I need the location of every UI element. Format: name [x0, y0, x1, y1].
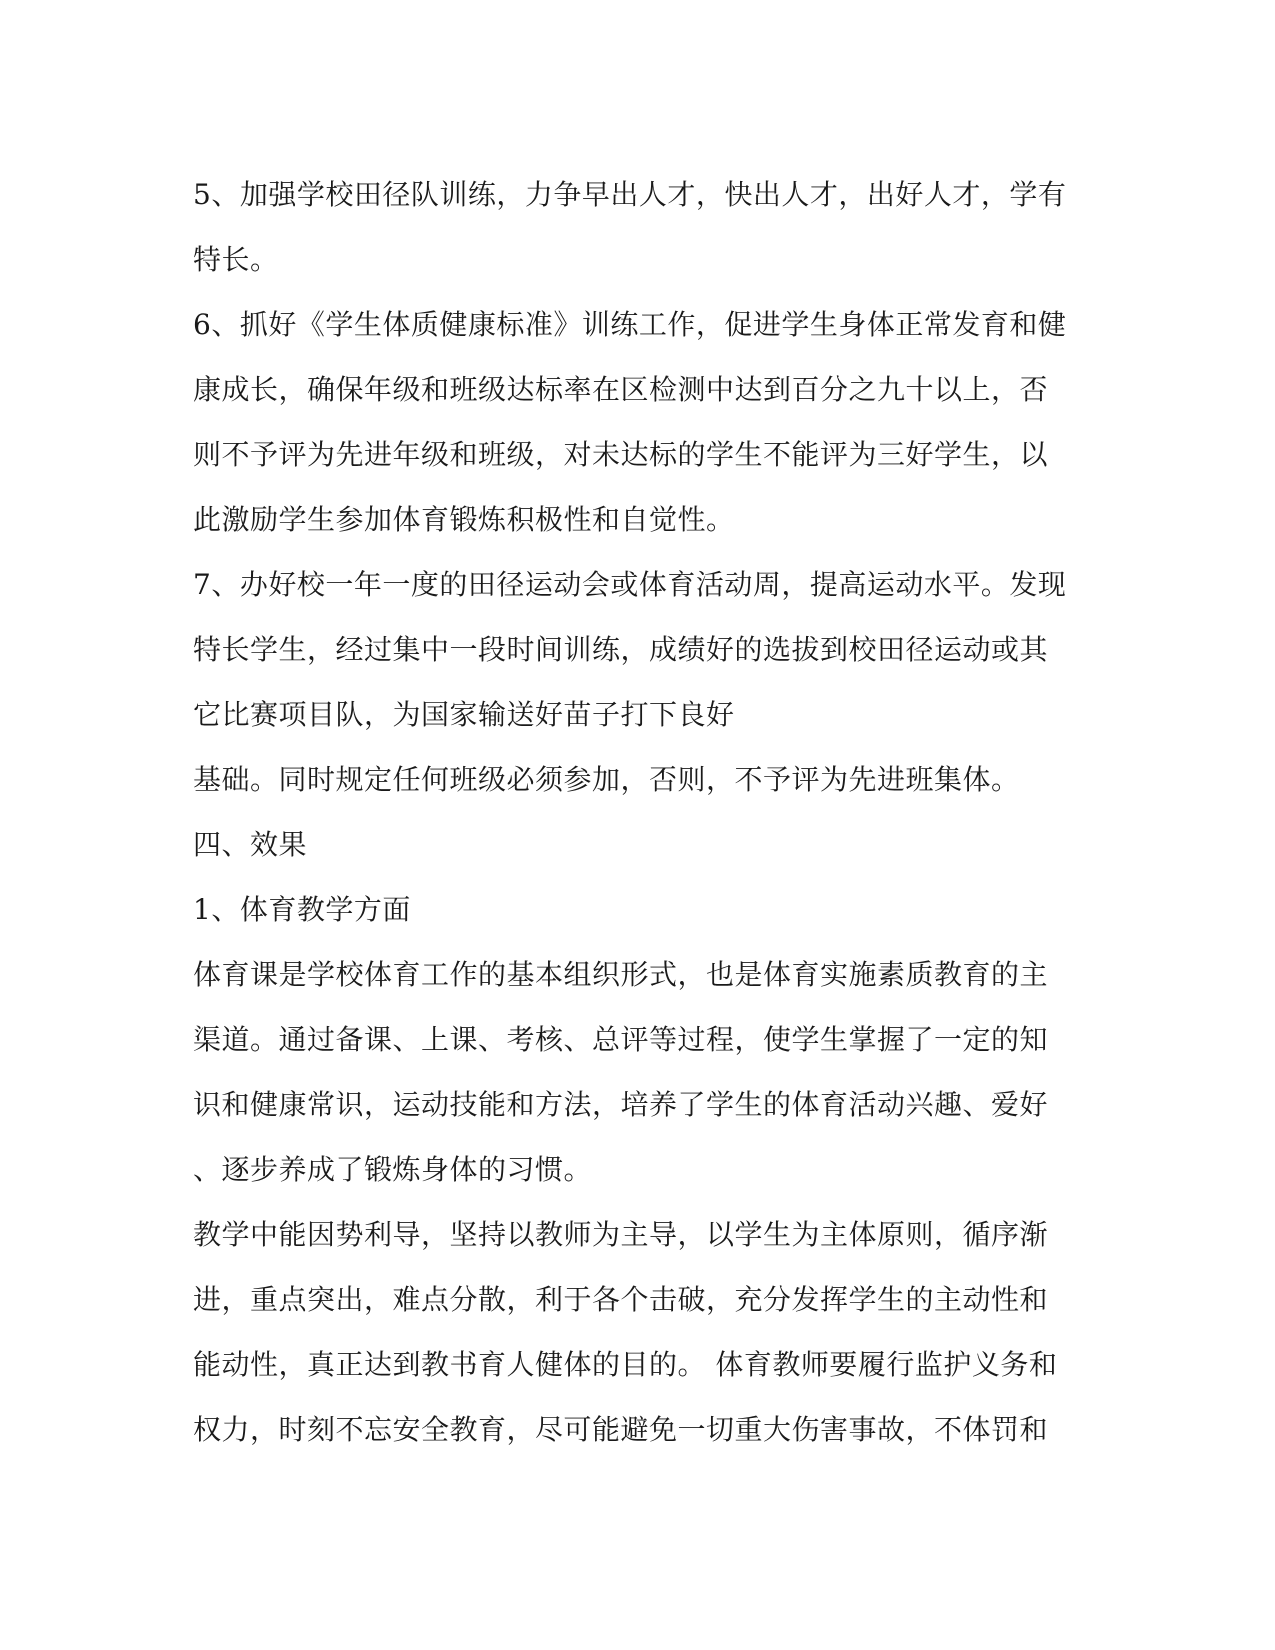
text-line: 渠道。通过备课、上课、考核、总评等过程，使学生掌握了一定的知 — [193, 1023, 1049, 1056]
text-line: 识和健康常识，运动技能和方法，培养了学生的体育活动兴趣、爱好 — [193, 1088, 1049, 1121]
text-line: 则不予评为先进年级和班级，对未达标的学生不能评为三好学生，以 — [193, 438, 1049, 471]
text-line: 特长学生，经过集中一段时间训练，成绩好的选拔到校田径运动或其 — [193, 633, 1049, 666]
text-line: 它比赛项目队，为国家输送好苗子打下良好 — [193, 698, 735, 731]
text-line: 教学中能因势利导，坚持以教师为主导，以学生为主体原则，循序渐 — [193, 1218, 1049, 1251]
text-line: 、逐步养成了锻炼身体的习惯。 — [193, 1153, 593, 1186]
text-line: 特长。 — [193, 243, 279, 276]
section-heading: 四、效果 — [193, 828, 308, 861]
text-line: 5、加强学校田径队训练，力争早出人才，快出人才，出好人才，学有 — [193, 178, 1067, 211]
text-line: 体育课是学校体育工作的基本组织形式，也是体育实施素质教育的主 — [193, 958, 1049, 991]
text-line: 6、抓好《学生体质健康标准》训练工作，促进学生身体正常发育和健 — [193, 308, 1067, 341]
text-line: 基础。同时规定任何班级必须参加，否则，不予评为先进班集体。 — [193, 763, 1020, 796]
text-line: 进，重点突出，难点分散，利于各个击破，充分发挥学生的主动性和 — [193, 1283, 1049, 1316]
text-line: 能动性，真正达到教书育人健体的目的。 体育教师要履行监护义务和 — [193, 1348, 1058, 1381]
document-body — [193, 162, 1093, 1462]
text-line: 康成长，确保年级和班级达标率在区检测中达到百分之九十以上，否 — [193, 373, 1049, 406]
text-line: 此激励学生参加体育锻炼积极性和自觉性。 — [193, 503, 735, 536]
text-line: 权力，时刻不忘安全教育，尽可能避免一切重大伤害事故，不体罚和 — [193, 1413, 1049, 1446]
text-line: 7、办好校一年一度的田径运动会或体育活动周，提高运动水平。发现 — [193, 568, 1067, 601]
subsection-heading: 1、体育教学方面 — [193, 893, 411, 926]
